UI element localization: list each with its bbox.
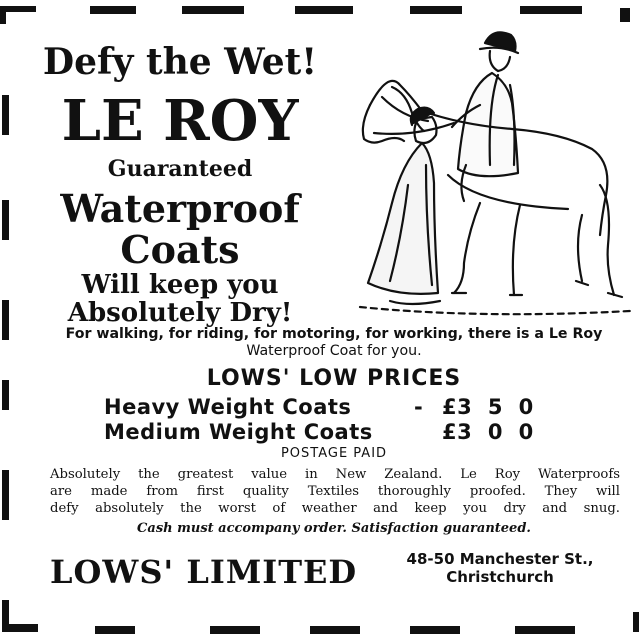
cash-line: Cash must accompany order. Satisfaction guaranteed.: [137, 521, 531, 536]
promise-line2: Absolutely Dry!: [67, 298, 293, 328]
brand-name: LE ROY: [61, 88, 299, 154]
price-value: £3 0 0: [442, 420, 534, 444]
body-line2: are made from first quality Textiles thoroughly proofed. They will: [50, 484, 620, 499]
product-line1: Waterproof: [60, 186, 300, 231]
postage-note: POSTAGE PAID: [280, 446, 388, 461]
address-line1: 48-50 Manchester St.,: [406, 550, 594, 568]
store-name: LOWS' LIMITED: [50, 553, 358, 591]
body-line3: defy absolutely the worst of weather and keep you dry and snug.: [50, 501, 620, 516]
price-label: Medium Weight Coats: [104, 420, 373, 444]
product-line2: Coats: [120, 227, 240, 272]
body-line1: Absolutely the greatest value in New Zealand. Le Roy Waterproofs: [50, 467, 620, 482]
promise-line1: Will keep you: [81, 270, 279, 300]
tagline: Defy the Wet!: [42, 41, 318, 83]
uses-line1: For walking, for riding, for motoring, for working, there is a Le Roy: [65, 326, 603, 342]
horse-rider-illustration: [330, 15, 635, 325]
prices-heading: LOWS' LOW PRICES: [206, 366, 462, 391]
price-value: £3 5 0: [442, 395, 534, 419]
price-row-medium: [104, 420, 574, 444]
price-row-heavy: [104, 395, 574, 419]
guaranteed-label: Guaranteed: [107, 156, 253, 182]
address-line2: Christchurch: [446, 568, 554, 586]
uses-line2: Waterproof Coat for you.: [246, 343, 422, 359]
price-label: Heavy Weight Coats: [104, 395, 352, 419]
price-dash: -: [414, 395, 424, 419]
